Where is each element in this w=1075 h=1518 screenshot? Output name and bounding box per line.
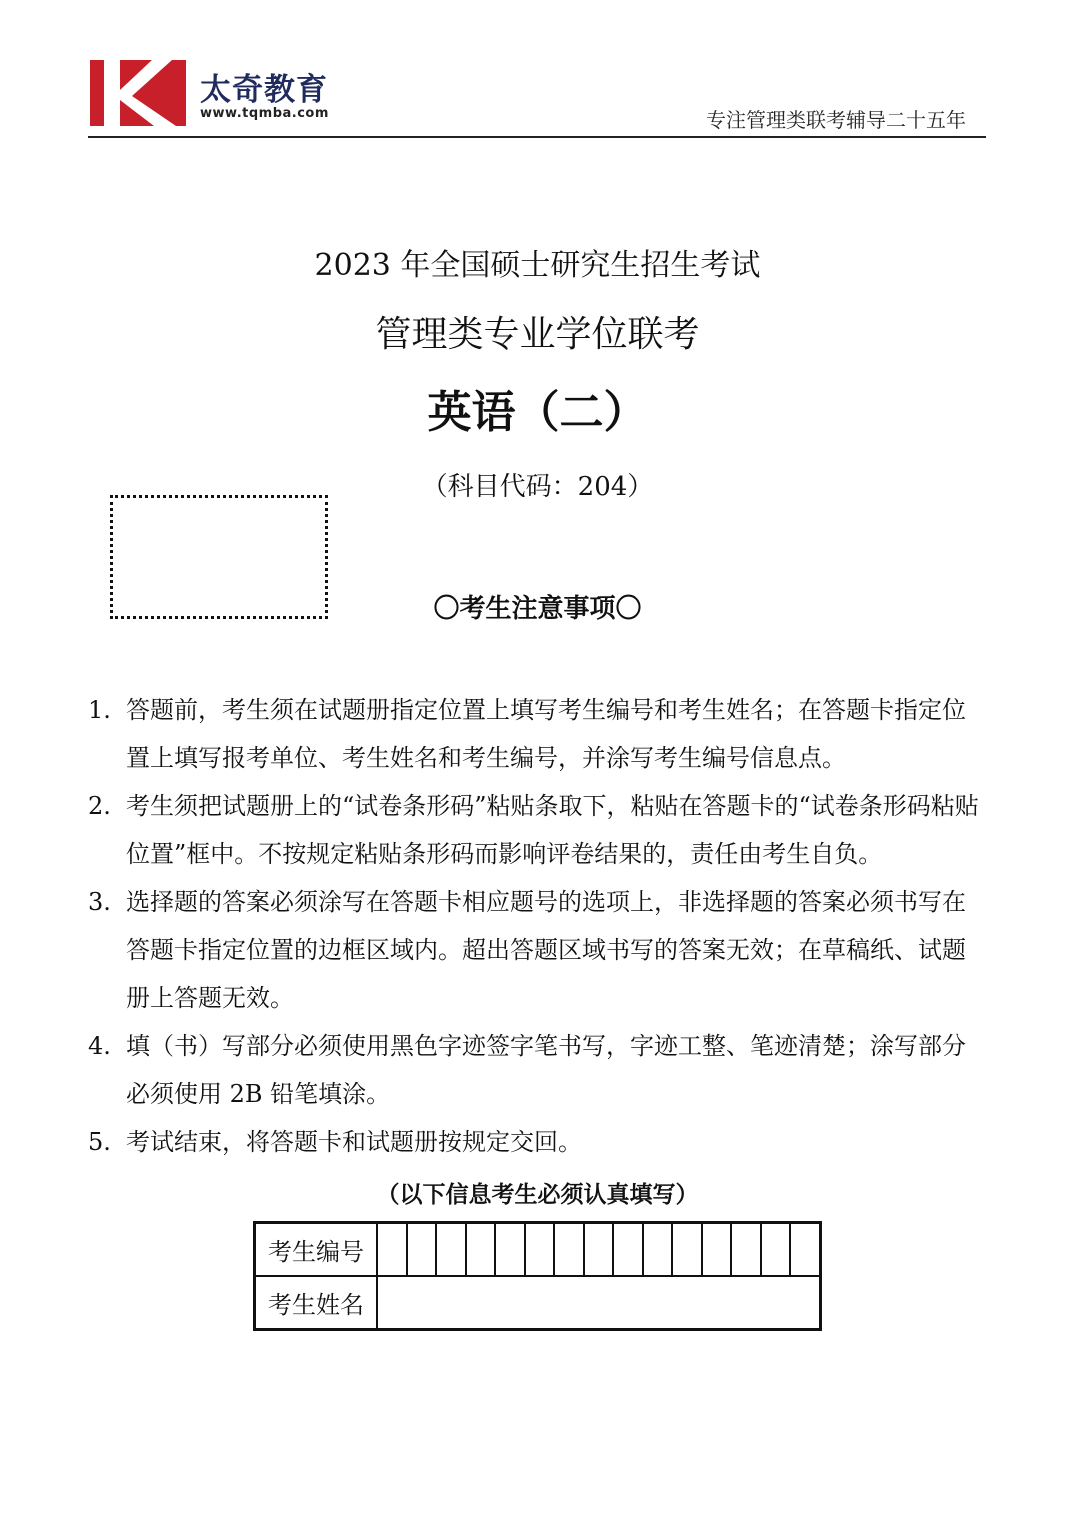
notice-number: 4.: [88, 1032, 111, 1060]
notice-number: 3.: [88, 888, 111, 916]
tq-logo-icon: [90, 60, 186, 126]
candidate-id-digit-cell[interactable]: [437, 1224, 467, 1275]
page-header: [88, 56, 986, 138]
info-form-title: （以下信息考生必须认真填写）: [376, 1182, 699, 1208]
candidate-id-digit-cell[interactable]: [673, 1224, 703, 1275]
notice-text: 选择题的答案必须涂写在答题卡相应题号的选项上，非选择题的答案必须书写在答题卡指定位置的边框区域内。超出答题区域书写的答案无效；在草稿纸、试题册上答题无效。: [126, 888, 966, 1012]
candidate-id-digit-cell[interactable]: [644, 1224, 674, 1275]
notice-text: 答题前，考生须在试题册指定位置上填写考生编号和考生姓名；在答题卡指定位置上填写报考单位、考生姓名和考生编号，并涂写考生编号信息点。: [126, 696, 966, 772]
brand-name: 太奇教育: [200, 72, 328, 108]
notice-item: [88, 782, 988, 878]
candidate-name-label: 考生姓名: [255, 1276, 378, 1330]
notice-item: [88, 686, 988, 782]
notice-item: [88, 878, 988, 1022]
notice-text: 考生须把试题册上的“试卷条形码”粘贴条取下，粘贴在答题卡的“试卷条形码粘贴位置”框中。不按规定粘贴条形码而影响评卷结果的，责任由考生自负。: [126, 792, 979, 868]
candidate-id-digit-cell[interactable]: [526, 1224, 556, 1275]
candidate-id-digit-cell[interactable]: [585, 1224, 615, 1275]
candidate-id-digit-cell[interactable]: [791, 1224, 819, 1275]
notice-list: [88, 686, 988, 1166]
exam-title: 2023 年全国硕士研究生招生考试: [314, 248, 761, 283]
notice-item: [88, 1118, 988, 1166]
candidate-id-digit-cell[interactable]: [762, 1224, 792, 1275]
brand-url: www.tqmba.com: [200, 106, 329, 121]
candidate-id-digit-cell[interactable]: [496, 1224, 526, 1275]
notice-heading: 〇考生注意事项〇: [433, 594, 642, 624]
candidate-id-digit-cell[interactable]: [614, 1224, 644, 1275]
candidate-id-cells: [378, 1224, 819, 1275]
candidate-id-digit-cell[interactable]: [703, 1224, 733, 1275]
candidate-id-digit-cell[interactable]: [378, 1224, 408, 1275]
notice-text: 填（书）写部分必须使用黑色字迹签字笔书写，字迹工整、笔迹清楚；涂写部分必须使用 2B 铅笔填涂。: [126, 1032, 966, 1108]
candidate-id-field[interactable]: [377, 1223, 821, 1277]
exam-subject: 英语（二）: [427, 387, 648, 438]
header-slogan: 专注管理类联考辅导二十五年: [706, 108, 966, 132]
exam-category: 管理类专业学位联考: [375, 314, 700, 355]
notice-item: [88, 1022, 988, 1118]
candidate-id-label: 考生编号: [255, 1223, 378, 1277]
candidate-id-digit-cell[interactable]: [732, 1224, 762, 1275]
candidate-id-digit-cell[interactable]: [555, 1224, 585, 1275]
candidate-name-field[interactable]: [377, 1276, 821, 1330]
candidate-id-digit-cell[interactable]: [467, 1224, 497, 1275]
notice-number: 5.: [88, 1128, 111, 1156]
candidate-info-table: [253, 1221, 822, 1331]
notice-text: 考试结束，将答题卡和试题册按规定交回。: [126, 1128, 582, 1156]
candidate-id-digit-cell[interactable]: [408, 1224, 438, 1275]
subject-code: （科目代码：204）: [421, 472, 654, 502]
notice-number: 2.: [88, 792, 111, 820]
notice-number: 1.: [88, 696, 111, 724]
